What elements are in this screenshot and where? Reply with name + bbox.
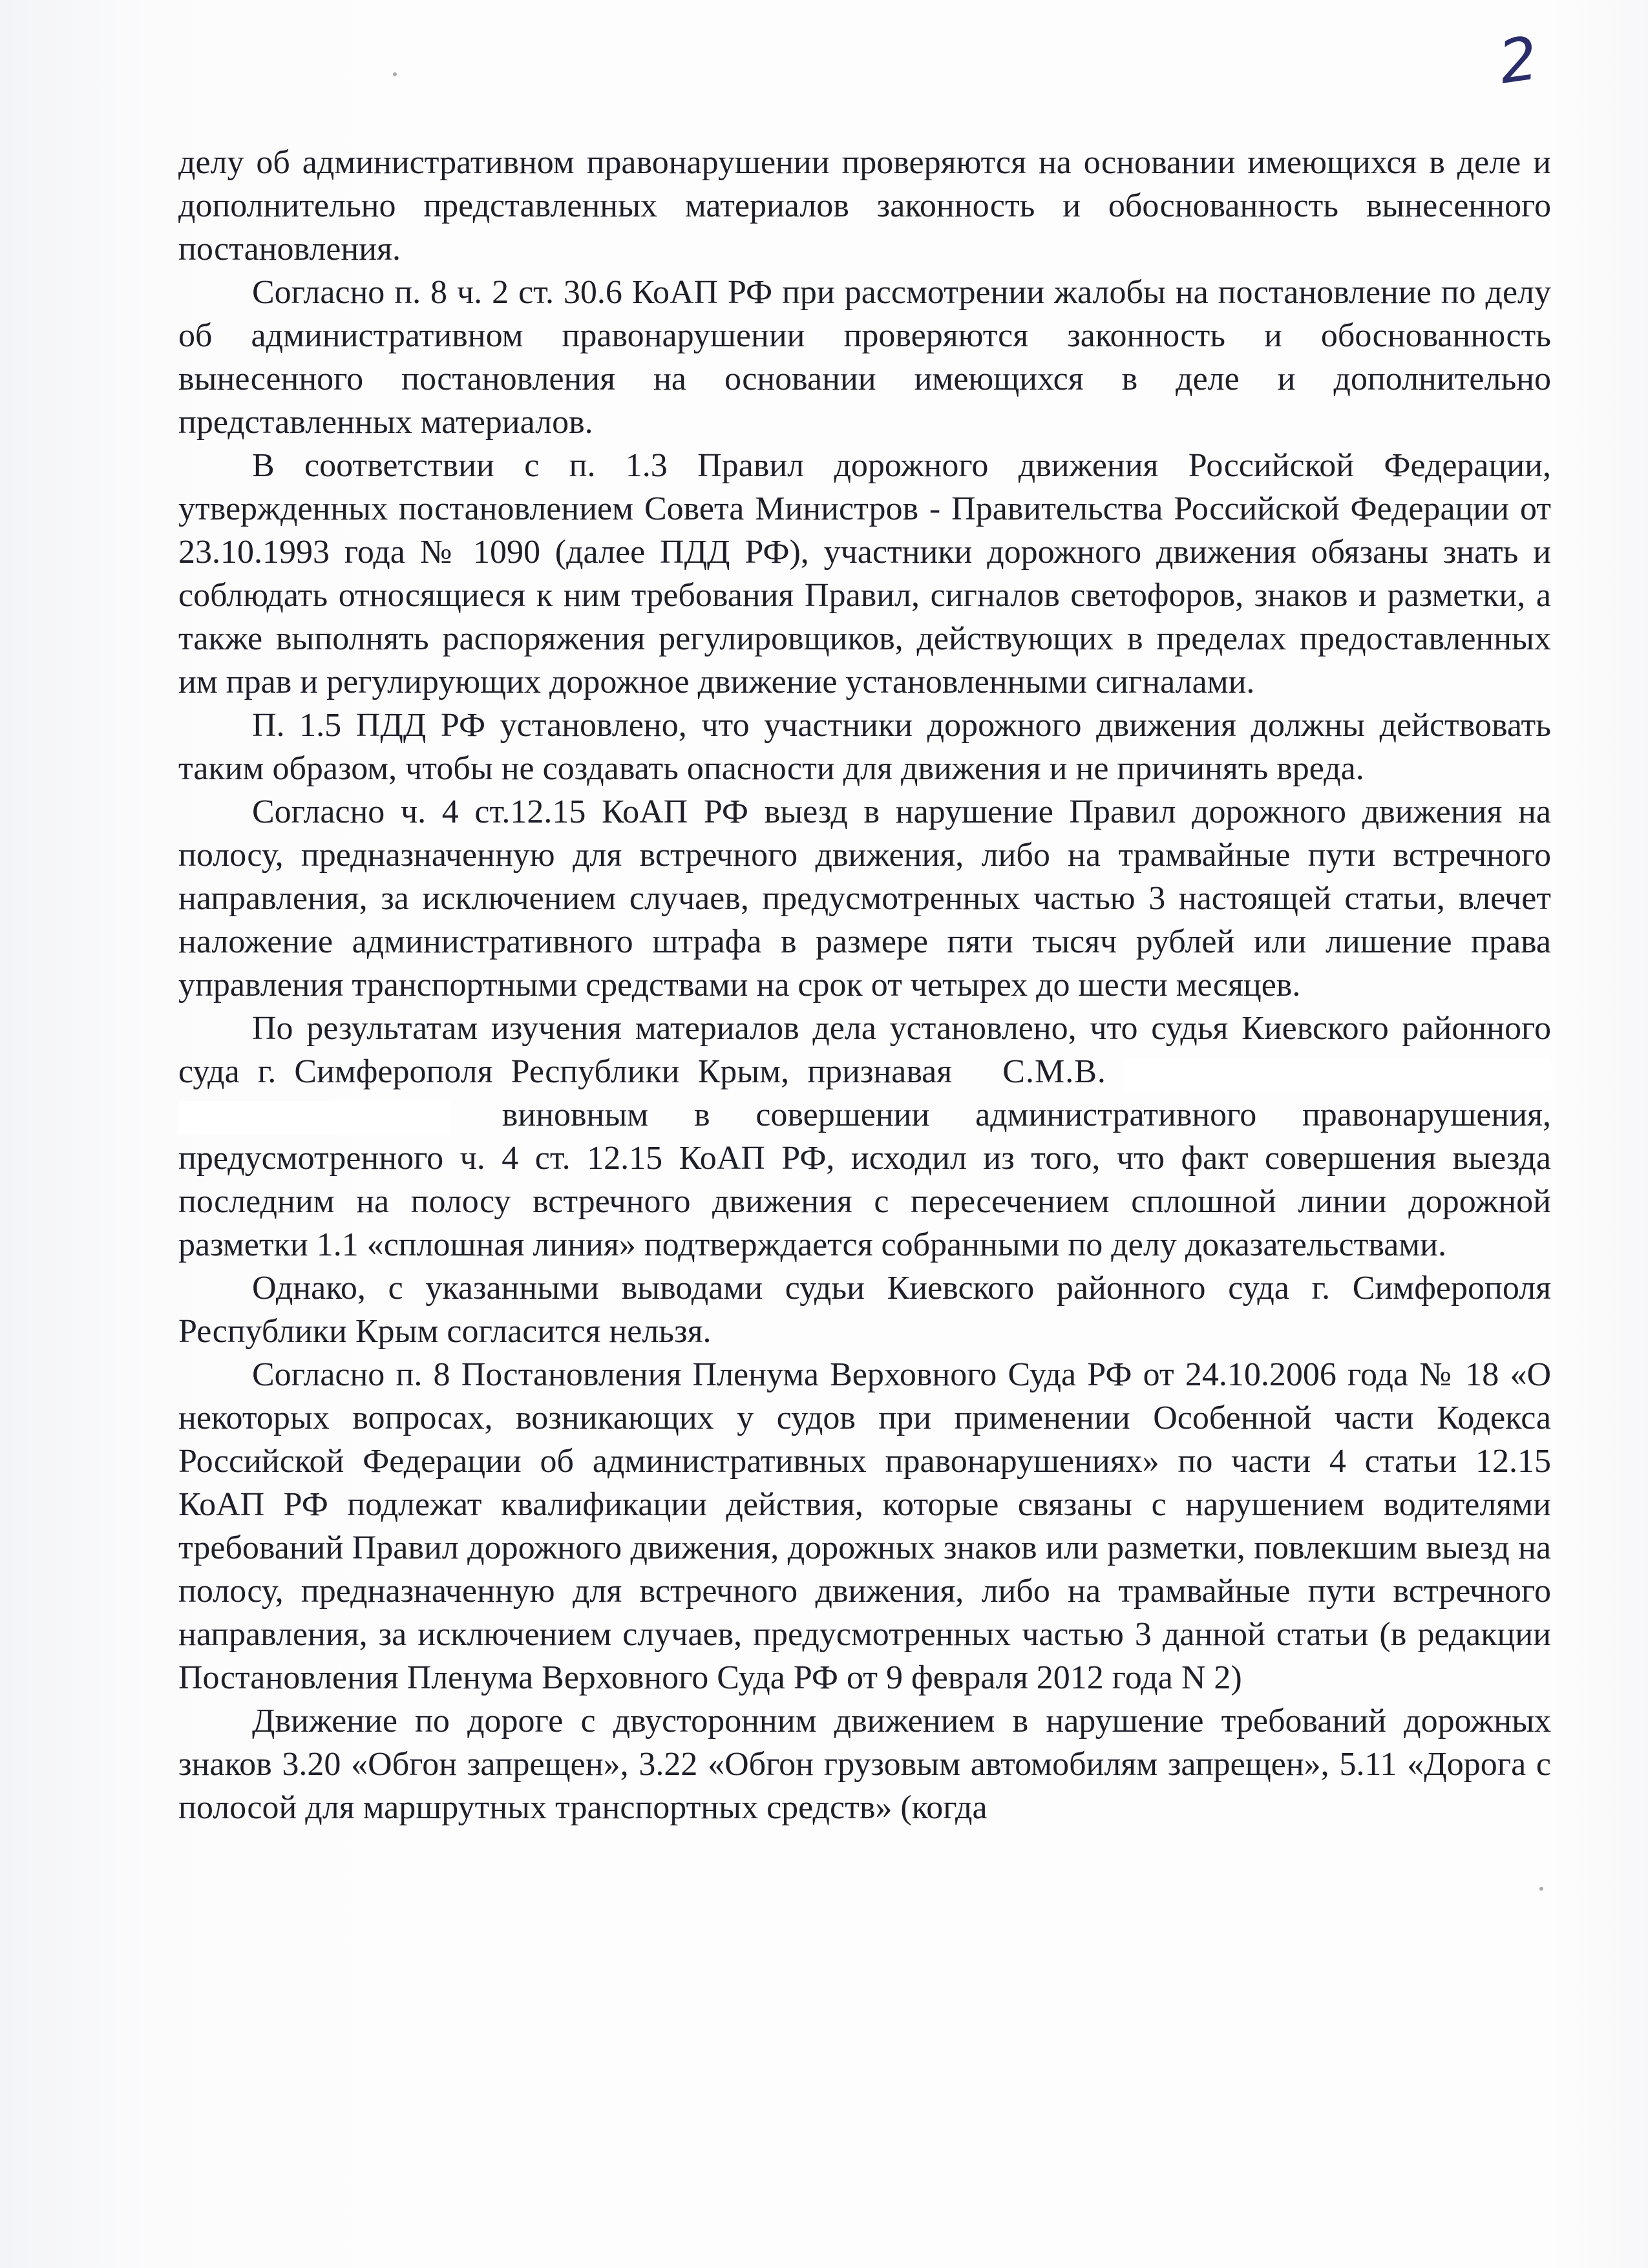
redaction-box [178,1101,450,1135]
redaction-box [1125,1058,1551,1091]
paragraph: Согласно п. 8 ч. 2 ст. 30.6 КоАП РФ при рассмотрении жалобы на постановление по делу об административном правонарушении проверяются законность и обоснованность вынесенного постановления на основании имеющихся в деле и дополнительно представленных материалов. [178,274,1551,441]
scan-speck [1539,1887,1543,1891]
paragraph-text-before-name: По результатам изучения материалов дела установлено, что судья Киевского районного суда г. Симферополя Республики Крым, признавая [178,1010,1551,1090]
scan-speck [393,72,397,76]
paragraph: Согласно ч. 4 ст.12.15 КоАП РФ выезд в нарушение Правил дорожного движения на полосу, предназначенную для встречного движения, либо на трамвайные пути встречного направления, за исключением случаев, предусмотренных частью 3 настоящей статьи, влечет наложение административного штрафа в размере пяти тысяч рублей или лишение права управления транспортными средствами на срок от четырех до шести месяцев. [178,793,1551,1003]
paragraph: П. 1.5 ПДД РФ установлено, что участники дорожного движения должны действовать таким образом, чтобы не создавать опасности для движения и не причинять вреда. [178,707,1551,787]
paragraph: Согласно п. 8 Постановления Пленума Верховного Суда РФ от 24.10.2006 года № 18 «О некоторых вопросах, возникающих у судов при применении Особенной части Кодекса Российской Федерации об административных правонарушениях» по части 4 статьи 12.15 КоАП РФ подлежат квалификации действия, которые связаны с нарушением водителями требований Правил дорожного движения, дорожных знаков или разметки, повлекшим выезд на полосу, предназначенную для встречного движения, либо на трамвайные пути встречного направления, за исключением случаев, предусмотренных частью 3 данной статьи (в редакции Постановления Пленума Верховного Суда РФ от 9 февраля 2012 года N 2) [178,1356,1551,1696]
paragraph-with-redacted-name [178,1007,1551,1266]
document-body [178,141,1551,1829]
redacted-person-initials: С.М.В. [1002,1053,1106,1090]
paragraph: делу об административном правонарушении проверяются на основании имеющихся в деле и дополнительно представленных материалов законность и обоснованность вынесенного постановления. [178,144,1551,268]
paragraph: Однако, с указанными выводами судьи Киевского районного суда г. Симферополя Республики Крым согласится нельзя. [178,1270,1551,1350]
paragraph: Движение по дороге с двусторонним движением в нарушение требований дорожных знаков 3.20 «Обгон запрещен», 3.22 «Обгон грузовым автомобилям запрещен», 5.11 «Дорога с полосой для маршрутных транспортных средств» (когда [178,1703,1551,1826]
handwritten-page-number: 2 [1494,23,1542,98]
paragraph: В соответствии с п. 1.3 Правил дорожного движения Российской Федерации, утвержденных постановлением Совета Министров - Правительства Российской Федерации от 23.10.1993 года № 1090 (далее ПДД РФ), участники дорожного движения обязаны знать и соблюдать относящиеся к ним требования Правил, сигналов светофоров, знаков и разметки, а также выполнять распоряжения регулировщиков, действующих в пределах предоставленных им прав и регулирующих дорожное движение установленными сигналами. [178,447,1551,700]
paragraph-text-after-name: виновным в совершении административного правонарушения, предусмотренного ч. 4 ст. 12.15 КоАП РФ, исходил из того, что факт совершения выезда последним на полосу встречного движения с пересечением сплошной линии дорожной разметки 1.1 «сплошная линия» подтверждается собранными по делу доказательствами. [178,1097,1551,1263]
